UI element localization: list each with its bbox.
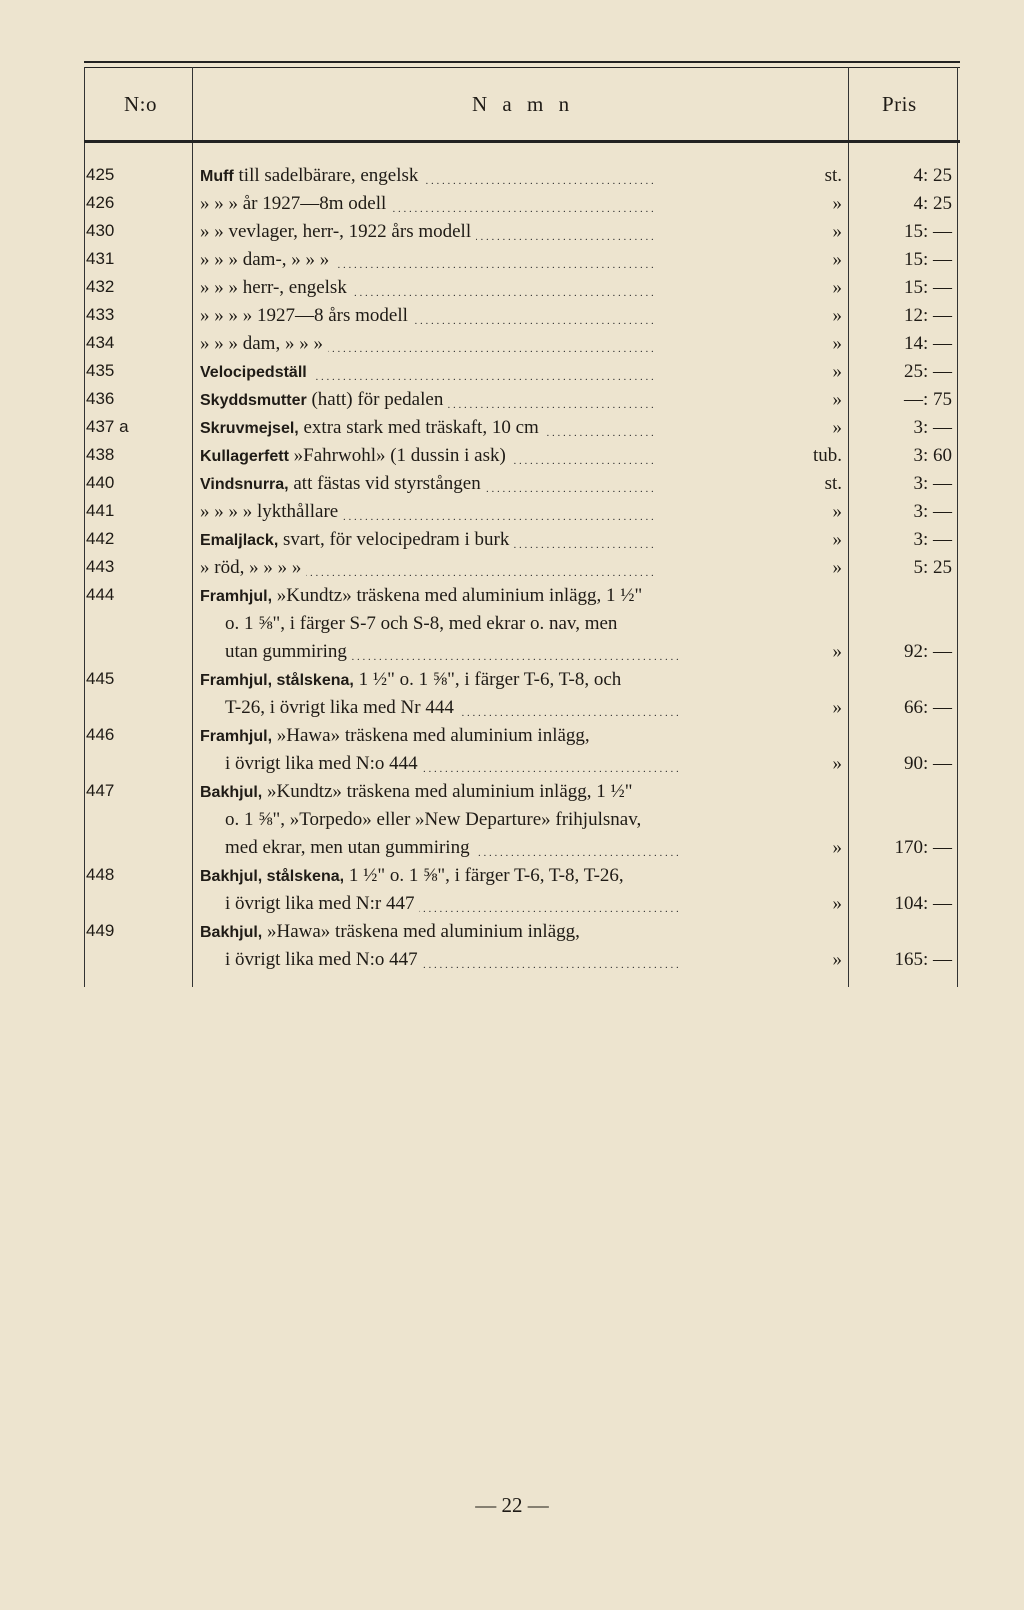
item-unit: » bbox=[832, 221, 842, 242]
item-description-text: med ekrar, men utan gummiring bbox=[225, 837, 475, 858]
item-description-text: » » » » lykthållare bbox=[200, 501, 343, 522]
item-description bbox=[200, 165, 796, 187]
top-rule bbox=[84, 61, 960, 63]
row-line bbox=[0, 163, 1024, 191]
item-description bbox=[200, 529, 796, 551]
item-price: 92: — bbox=[903, 641, 952, 662]
item-number: 447 bbox=[86, 781, 115, 800]
row-line bbox=[0, 695, 1024, 723]
header-number: N:o bbox=[124, 92, 157, 116]
row-line bbox=[0, 387, 1024, 415]
item-unit: » bbox=[832, 501, 842, 522]
item-description bbox=[200, 585, 796, 607]
item-number: 448 bbox=[86, 865, 115, 884]
item-description bbox=[200, 221, 796, 243]
row-line bbox=[0, 583, 1024, 611]
item-price: 5: 25 bbox=[913, 557, 952, 578]
row-line bbox=[0, 947, 1024, 975]
item-number: 430 bbox=[86, 221, 115, 240]
row-line bbox=[0, 639, 1024, 667]
item-description-text: Bakhjul, »Hawa» träskena med aluminium inlägg, bbox=[200, 921, 585, 942]
item-description-text: » röd, » » » » bbox=[200, 557, 306, 578]
item-price: 15: — bbox=[903, 249, 952, 270]
item-description-text: Skruvmejsel, extra stark med träskaft, 10 cm bbox=[200, 417, 544, 438]
row-line bbox=[0, 359, 1024, 387]
table-row bbox=[0, 527, 1024, 555]
item-number: 442 bbox=[86, 529, 115, 548]
item-description-text: Vindsnurra, att fästas vid styrstången bbox=[200, 473, 486, 494]
item-price: 25: — bbox=[903, 361, 952, 382]
item-number: 444 bbox=[86, 585, 115, 604]
row-line bbox=[0, 443, 1024, 471]
item-description bbox=[200, 501, 796, 523]
item-number: 441 bbox=[86, 501, 115, 520]
item-price: 3: — bbox=[913, 529, 952, 550]
item-price: 4: 25 bbox=[913, 165, 952, 186]
item-description-text: o. 1 ⅝", i färger S-7 och S-8, med ekrar o. nav, men bbox=[225, 613, 622, 634]
item-description-text: Bakhjul, stålskena, 1 ½" o. 1 ⅝", i färger T-6, T-8, T-26, bbox=[200, 865, 629, 886]
row-line bbox=[0, 527, 1024, 555]
item-description bbox=[200, 445, 796, 467]
item-description-text: o. 1 ⅝", »Torpedo» eller »New Departure» frihjulsnav, bbox=[225, 809, 646, 830]
item-description bbox=[200, 333, 796, 355]
table-row bbox=[0, 331, 1024, 359]
item-price: 90: — bbox=[903, 753, 952, 774]
table-row bbox=[0, 723, 1024, 779]
row-line bbox=[0, 275, 1024, 303]
row-line bbox=[0, 191, 1024, 219]
item-unit: » bbox=[832, 389, 842, 410]
item-number: 443 bbox=[86, 557, 115, 576]
header-name: N a m n bbox=[472, 92, 575, 116]
page-number: — 22 — bbox=[475, 1493, 549, 1517]
item-price: 170: — bbox=[894, 837, 952, 858]
row-line bbox=[0, 331, 1024, 359]
item-description bbox=[200, 781, 796, 803]
item-price: 165: — bbox=[894, 949, 952, 970]
item-description bbox=[200, 277, 796, 299]
item-unit: » bbox=[832, 893, 842, 914]
item-price: 3: — bbox=[913, 473, 952, 494]
item-number: 438 bbox=[86, 445, 115, 464]
item-description-text: T-26, i övrigt lika med Nr 444 bbox=[225, 697, 459, 718]
table-row bbox=[0, 219, 1024, 247]
table-row bbox=[0, 247, 1024, 275]
row-line bbox=[0, 415, 1024, 443]
item-description-text: » » » år 1927—8m odell bbox=[200, 193, 391, 214]
item-description bbox=[225, 949, 796, 971]
row-line bbox=[0, 219, 1024, 247]
item-price: 15: — bbox=[903, 221, 952, 242]
item-description-text: » » » » 1927—8 års modell bbox=[200, 305, 413, 326]
item-price: 66: — bbox=[903, 697, 952, 718]
item-number: 436 bbox=[86, 389, 115, 408]
item-description-text: Framhjul, »Hawa» träskena med aluminium inlägg, bbox=[200, 725, 595, 746]
item-unit: » bbox=[832, 305, 842, 326]
item-description-text: utan gummiring bbox=[225, 641, 352, 662]
table-row bbox=[0, 919, 1024, 975]
item-number: 435 bbox=[86, 361, 115, 380]
table-row bbox=[0, 387, 1024, 415]
item-unit: » bbox=[832, 557, 842, 578]
item-description bbox=[200, 389, 796, 411]
row-line bbox=[0, 611, 1024, 639]
table-row bbox=[0, 863, 1024, 919]
row-line bbox=[0, 751, 1024, 779]
item-unit: » bbox=[832, 333, 842, 354]
item-description bbox=[225, 893, 796, 915]
item-price: 12: — bbox=[903, 305, 952, 326]
item-price: —: 75 bbox=[903, 389, 952, 410]
item-description-text: » » vevlager, herr-, 1922 års modell bbox=[200, 221, 476, 242]
item-description-text: Kullagerfett »Fahrwohl» (1 dussin i ask) bbox=[200, 445, 511, 466]
table-row bbox=[0, 163, 1024, 191]
row-line bbox=[0, 303, 1024, 331]
item-price: 3: — bbox=[913, 501, 952, 522]
item-description bbox=[200, 305, 796, 327]
item-unit: st. bbox=[824, 165, 842, 186]
item-description-text: Bakhjul, »Kundtz» träskena med aluminium inlägg, 1 ½" bbox=[200, 781, 638, 802]
header-price: Pris bbox=[882, 92, 917, 116]
table-row bbox=[0, 303, 1024, 331]
item-description-text: i övrigt lika med N:o 444 bbox=[225, 753, 423, 774]
table-row bbox=[0, 415, 1024, 443]
top-rule-thin bbox=[84, 67, 960, 68]
item-description bbox=[225, 753, 796, 775]
table-row bbox=[0, 499, 1024, 527]
price-list bbox=[0, 163, 1024, 975]
item-description-text: Framhjul, »Kundtz» träskena med aluminium inlägg, 1 ½" bbox=[200, 585, 647, 606]
item-price: 15: — bbox=[903, 277, 952, 298]
item-description bbox=[200, 921, 796, 943]
item-description-text: » » » herr-, engelsk bbox=[200, 277, 352, 298]
table-row bbox=[0, 191, 1024, 219]
item-description-text: Framhjul, stålskena, 1 ½" o. 1 ⅝", i färger T-6, T-8, och bbox=[200, 669, 626, 690]
table-row bbox=[0, 443, 1024, 471]
row-line bbox=[0, 919, 1024, 947]
item-number: 433 bbox=[86, 305, 115, 324]
item-description bbox=[225, 697, 796, 719]
row-line bbox=[0, 471, 1024, 499]
item-description-text: i övrigt lika med N:r 447 bbox=[225, 893, 419, 914]
item-number: 437 a bbox=[86, 417, 129, 436]
table-row bbox=[0, 667, 1024, 723]
item-description-text: i övrigt lika med N:o 447 bbox=[225, 949, 423, 970]
item-number: 431 bbox=[86, 249, 115, 268]
item-unit: » bbox=[832, 753, 842, 774]
item-description bbox=[200, 865, 796, 887]
item-price: 104: — bbox=[894, 893, 952, 914]
item-unit: » bbox=[832, 837, 842, 858]
row-line bbox=[0, 667, 1024, 695]
row-line bbox=[0, 807, 1024, 835]
table-row bbox=[0, 471, 1024, 499]
item-description-text: Muff till sadelbärare, engelsk bbox=[200, 165, 423, 186]
row-line bbox=[0, 835, 1024, 863]
item-unit: » bbox=[832, 249, 842, 270]
item-number: 434 bbox=[86, 333, 115, 352]
item-number: 432 bbox=[86, 277, 115, 296]
table-row bbox=[0, 779, 1024, 863]
item-description bbox=[225, 837, 796, 859]
row-line bbox=[0, 247, 1024, 275]
item-number: 425 bbox=[86, 165, 115, 184]
item-unit: » bbox=[832, 697, 842, 718]
item-unit: » bbox=[832, 641, 842, 662]
item-number: 449 bbox=[86, 921, 115, 940]
item-description bbox=[225, 613, 796, 635]
item-price: 3: — bbox=[913, 417, 952, 438]
item-price: 3: 60 bbox=[913, 445, 952, 466]
table-row bbox=[0, 555, 1024, 583]
item-description bbox=[200, 249, 796, 271]
item-number: 440 bbox=[86, 473, 115, 492]
item-description bbox=[200, 669, 796, 691]
item-unit: » bbox=[832, 193, 842, 214]
item-unit: tub. bbox=[812, 445, 842, 466]
item-unit: » bbox=[832, 277, 842, 298]
item-description-text: » » » dam, » » » bbox=[200, 333, 328, 354]
item-description-text: Emaljlack, svart, för velocipedram i burk bbox=[200, 529, 514, 550]
item-unit: » bbox=[832, 949, 842, 970]
item-number: 445 bbox=[86, 669, 115, 688]
item-number: 446 bbox=[86, 725, 115, 744]
item-description bbox=[225, 809, 796, 831]
item-description-text: » » » dam-, » » » bbox=[200, 249, 334, 270]
table-row bbox=[0, 275, 1024, 303]
item-price: 4: 25 bbox=[913, 193, 952, 214]
item-description bbox=[200, 557, 796, 579]
row-line bbox=[0, 863, 1024, 891]
item-unit: st. bbox=[824, 473, 842, 494]
item-unit: » bbox=[832, 529, 842, 550]
item-unit: » bbox=[832, 361, 842, 382]
row-line bbox=[0, 499, 1024, 527]
table-row bbox=[0, 583, 1024, 667]
item-description-text: Velocipedställ bbox=[200, 361, 312, 382]
item-price: 14: — bbox=[903, 333, 952, 354]
row-line bbox=[0, 555, 1024, 583]
item-description bbox=[200, 473, 796, 495]
item-description bbox=[225, 641, 796, 663]
item-description bbox=[200, 193, 796, 215]
item-description bbox=[200, 361, 796, 383]
item-description bbox=[200, 725, 796, 747]
item-number: 426 bbox=[86, 193, 115, 212]
row-line bbox=[0, 723, 1024, 751]
row-line bbox=[0, 779, 1024, 807]
item-description bbox=[200, 417, 796, 439]
item-description-text: Skyddsmutter (hatt) för pedalen bbox=[200, 389, 448, 410]
item-unit: » bbox=[832, 417, 842, 438]
row-line bbox=[0, 891, 1024, 919]
header-rule bbox=[84, 140, 960, 143]
table-row bbox=[0, 359, 1024, 387]
